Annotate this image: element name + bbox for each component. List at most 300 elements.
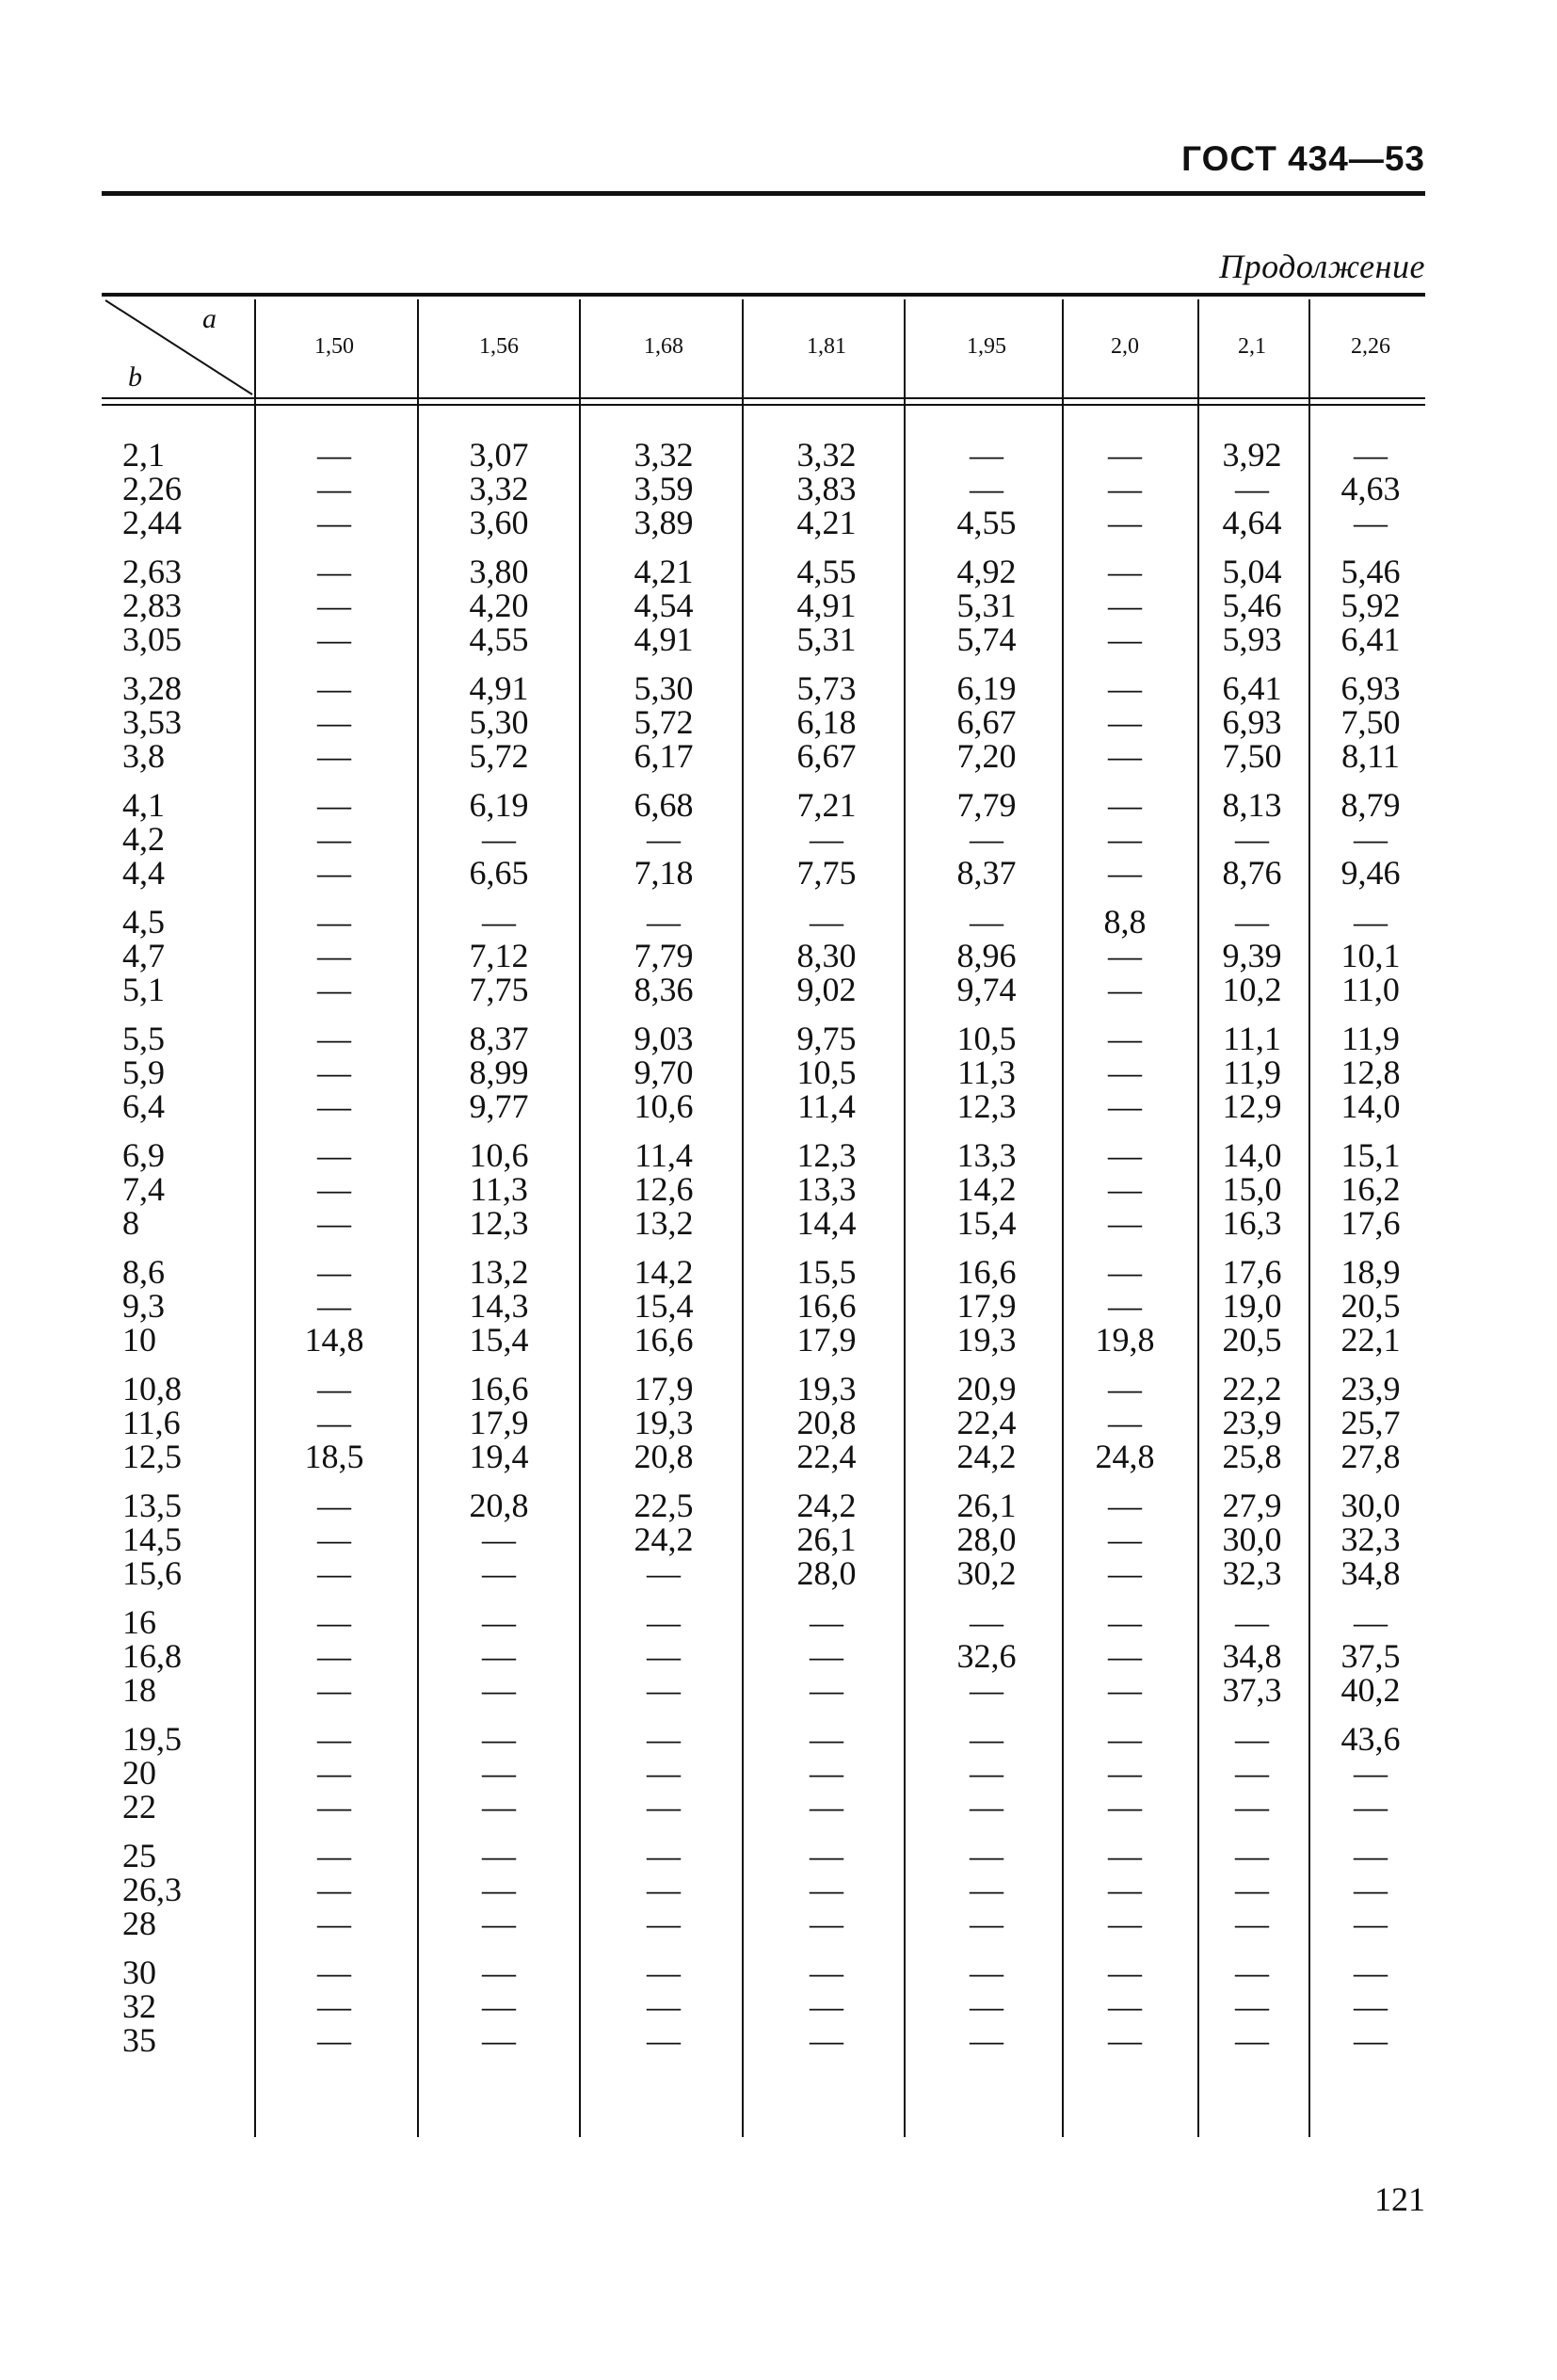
table-cell: 19,4 xyxy=(469,1438,529,1475)
table-head-rule-2 xyxy=(102,404,1425,406)
row-b-value: 9,3 xyxy=(122,1287,165,1325)
column-header: 1,68 xyxy=(644,334,683,359)
table-cell: — xyxy=(1108,1671,1142,1709)
table-cell: 7,50 xyxy=(1222,737,1282,775)
table-cell: — xyxy=(317,1370,351,1407)
table-cell: 14,0 xyxy=(1222,1136,1282,1174)
table-cell: 9,75 xyxy=(796,1020,857,1057)
table-cell: — xyxy=(810,1637,843,1675)
table-cell: 5,93 xyxy=(1222,620,1282,658)
page-number: 121 xyxy=(1374,2180,1425,2218)
table-cell: — xyxy=(317,1053,351,1091)
table-cell: 23,9 xyxy=(1340,1370,1401,1407)
row-b-value: 12,5 xyxy=(122,1438,182,1475)
table-cell: — xyxy=(1354,1905,1388,1942)
table-cell: 6,19 xyxy=(469,786,529,824)
table-cell: — xyxy=(1354,1603,1388,1641)
table-cell: — xyxy=(317,786,351,824)
row-b-value: 16,8 xyxy=(122,1637,182,1675)
table-cell: 10,2 xyxy=(1222,971,1282,1008)
table-cell: 3,59 xyxy=(634,470,694,507)
table-cell: 11,3 xyxy=(470,1170,528,1208)
table-cell: — xyxy=(317,1020,351,1057)
table-cell: — xyxy=(1108,820,1142,858)
table-cell: 9,02 xyxy=(796,971,857,1008)
table-cell: 9,46 xyxy=(1340,854,1401,892)
table-cell: 6,41 xyxy=(1222,669,1282,707)
table-cell: — xyxy=(647,1637,681,1675)
table-cell: 14,2 xyxy=(634,1253,694,1291)
table-cell: 11,3 xyxy=(957,1053,1016,1091)
table-cell: 7,50 xyxy=(1340,703,1401,741)
table-cell: 15,4 xyxy=(956,1204,1017,1242)
row-b-value: 3,05 xyxy=(122,620,182,658)
table-cell: 10,5 xyxy=(956,1020,1017,1057)
table-cell: — xyxy=(317,553,351,590)
table-cell: — xyxy=(810,1671,843,1709)
table-cell: 7,21 xyxy=(796,786,857,824)
row-b-value: 3,8 xyxy=(122,737,165,775)
table-cell: — xyxy=(970,470,1003,507)
table-cell: — xyxy=(1108,786,1142,824)
table-cell: 6,93 xyxy=(1340,669,1401,707)
column-divider xyxy=(904,299,906,2137)
table-top-rule xyxy=(102,293,1425,297)
table-cell: — xyxy=(317,669,351,707)
table-cell: 4,91 xyxy=(469,669,529,707)
column-divider xyxy=(579,299,581,2137)
table-cell: — xyxy=(317,620,351,658)
table-cell: 20,8 xyxy=(469,1487,529,1524)
table-cell: 30,2 xyxy=(956,1554,1017,1592)
row-b-value: 8 xyxy=(122,1204,139,1242)
table-cell: 7,18 xyxy=(634,854,694,892)
row-b-value: 19,5 xyxy=(122,1720,182,1758)
table-cell: — xyxy=(1235,1837,1269,1874)
row-b-value: 5,1 xyxy=(122,971,165,1008)
table-cell: — xyxy=(482,1603,516,1641)
table-cell: — xyxy=(647,1987,681,2025)
table-cell: 10,6 xyxy=(634,1087,694,1125)
table-cell: — xyxy=(647,1671,681,1709)
table-cell: 15,0 xyxy=(1222,1170,1282,1208)
table-cell: — xyxy=(647,1754,681,1792)
row-b-value: 5,9 xyxy=(122,1053,165,1091)
table-cell: — xyxy=(647,1837,681,1874)
table-cell: 3,07 xyxy=(469,436,529,474)
row-b-value: 4,7 xyxy=(122,937,165,974)
table-cell: 30,0 xyxy=(1222,1520,1282,1558)
table-cell: — xyxy=(1108,1170,1142,1208)
table-cell: — xyxy=(970,1754,1003,1792)
table-cell: 3,80 xyxy=(469,553,529,590)
table-cell: — xyxy=(1108,971,1142,1008)
table-cell: — xyxy=(1235,470,1269,507)
table-cell: 8,37 xyxy=(956,854,1017,892)
table-cell: — xyxy=(1354,1788,1388,1825)
table-cell: — xyxy=(317,737,351,775)
table-cell: — xyxy=(1354,1987,1388,2025)
row-b-value: 2,26 xyxy=(122,470,182,507)
column-divider xyxy=(742,299,744,2137)
table-cell: — xyxy=(482,1837,516,1874)
table-cell: — xyxy=(317,820,351,858)
table-cell: 5,72 xyxy=(469,737,529,775)
table-cell: 4,91 xyxy=(634,620,694,658)
row-b-value: 13,5 xyxy=(122,1487,182,1524)
table-cell: — xyxy=(1108,1487,1142,1524)
table-cell: 32,6 xyxy=(956,1637,1017,1675)
table-cell: — xyxy=(970,1671,1003,1709)
table-cell: — xyxy=(1108,1837,1142,1874)
column-divider xyxy=(1197,299,1199,2137)
table-cell: 4,21 xyxy=(634,553,694,590)
table-cell: — xyxy=(970,1905,1003,1942)
column-divider xyxy=(1308,299,1310,2137)
table-cell: 8,11 xyxy=(1341,737,1400,775)
table-cell: 16,3 xyxy=(1222,1204,1282,1242)
table-cell: — xyxy=(810,1837,843,1874)
table-cell: 3,83 xyxy=(796,470,857,507)
table-cell: — xyxy=(482,1954,516,1991)
table-cell: 14,3 xyxy=(469,1287,529,1325)
row-b-value: 4,4 xyxy=(122,854,165,892)
table-cell: — xyxy=(317,504,351,541)
table-cell: — xyxy=(317,1671,351,1709)
table-cell: — xyxy=(1354,1954,1388,1991)
table-cell: — xyxy=(810,1987,843,2025)
table-cell: — xyxy=(482,1905,516,1942)
table-cell: 17,9 xyxy=(956,1287,1017,1325)
table-cell: 8,99 xyxy=(469,1053,529,1091)
row-b-value: 25 xyxy=(122,1837,156,1874)
table-cell: — xyxy=(970,1954,1003,1991)
table-cell: — xyxy=(317,1404,351,1441)
table-cell: 4,63 xyxy=(1340,470,1401,507)
table-cell: 4,55 xyxy=(956,504,1017,541)
table-cell: — xyxy=(317,1905,351,1942)
table-cell: 5,31 xyxy=(956,587,1017,624)
row-b-value: 2,1 xyxy=(122,436,165,474)
table-cell: 13,3 xyxy=(956,1136,1017,1174)
table-cell: 12,9 xyxy=(1222,1087,1282,1125)
table-cell: 27,9 xyxy=(1222,1487,1282,1524)
table-cell: — xyxy=(810,1954,843,1991)
table-cell: — xyxy=(1108,1087,1142,1125)
table-cell: — xyxy=(317,1603,351,1641)
table-cell: 20,8 xyxy=(796,1404,857,1441)
table-cell: — xyxy=(810,903,843,941)
table-cell: 16,6 xyxy=(634,1321,694,1359)
table-cell: 7,75 xyxy=(796,854,857,892)
table-cell: 11,4 xyxy=(797,1087,856,1125)
table-cell: 28,0 xyxy=(956,1520,1017,1558)
row-b-value: 28 xyxy=(122,1905,156,1942)
table-cell: — xyxy=(317,1136,351,1174)
table-cell: 27,8 xyxy=(1340,1438,1401,1475)
table-cell: — xyxy=(647,2021,681,2059)
table-cell: 11,9 xyxy=(1223,1053,1281,1091)
table-cell: — xyxy=(1108,620,1142,658)
column-header: 1,50 xyxy=(314,334,354,359)
table-cell: — xyxy=(317,470,351,507)
table-cell: 10,6 xyxy=(469,1136,529,1174)
table-cell: — xyxy=(1108,1871,1142,1908)
table-cell: 9,03 xyxy=(634,1020,694,1057)
table-cell: — xyxy=(317,1520,351,1558)
table-cell: — xyxy=(647,903,681,941)
table-cell: 40,2 xyxy=(1340,1671,1401,1709)
table-cell: 4,64 xyxy=(1222,504,1282,541)
table-cell: 7,20 xyxy=(956,737,1017,775)
table-cell: — xyxy=(1108,587,1142,624)
table-cell: — xyxy=(1108,1136,1142,1174)
table-cell: 23,9 xyxy=(1222,1404,1282,1441)
table-cell: — xyxy=(1108,1603,1142,1641)
table-cell: 8,13 xyxy=(1222,786,1282,824)
column-divider xyxy=(1062,299,1064,2137)
table-cell: 19,8 xyxy=(1095,1321,1155,1359)
table-cell: 22,4 xyxy=(956,1404,1017,1441)
row-b-value: 16 xyxy=(122,1603,156,1641)
table-cell: 4,21 xyxy=(796,504,857,541)
row-b-value: 7,4 xyxy=(122,1170,165,1208)
table-cell: — xyxy=(970,903,1003,941)
table-cell: 32,3 xyxy=(1222,1554,1282,1592)
table-cell: 5,30 xyxy=(469,703,529,741)
table-cell: 6,65 xyxy=(469,854,529,892)
table-cell: — xyxy=(1108,1020,1142,1057)
table-cell: 9,77 xyxy=(469,1087,529,1125)
corner-label-a: a xyxy=(202,303,217,334)
table-cell: — xyxy=(317,1287,351,1325)
table-cell: 14,0 xyxy=(1340,1087,1401,1125)
row-b-value: 3,28 xyxy=(122,669,182,707)
table-cell: — xyxy=(317,1954,351,1991)
table-cell: — xyxy=(317,587,351,624)
table-cell: 5,30 xyxy=(634,669,694,707)
row-b-value: 26,3 xyxy=(122,1871,182,1908)
table-cell: — xyxy=(810,1603,843,1641)
table-cell: — xyxy=(317,1087,351,1125)
table-cell: 8,30 xyxy=(796,937,857,974)
table-cell: — xyxy=(810,820,843,858)
table-cell: 4,55 xyxy=(796,553,857,590)
table-cell: — xyxy=(1108,1520,1142,1558)
table-cell: — xyxy=(317,1253,351,1291)
table-cell: 8,37 xyxy=(469,1020,529,1057)
table-cell: — xyxy=(317,703,351,741)
table-cell: 7,12 xyxy=(469,937,529,974)
table-cell: 4,54 xyxy=(634,587,694,624)
table-cell: 30,0 xyxy=(1340,1487,1401,1524)
table-cell: — xyxy=(482,1520,516,1558)
table-cell: — xyxy=(810,1871,843,1908)
table-cell: 5,73 xyxy=(796,669,857,707)
table-cell: 43,6 xyxy=(1340,1720,1401,1758)
row-b-value: 10,8 xyxy=(122,1370,182,1407)
table-cell: — xyxy=(317,937,351,974)
table-cell: — xyxy=(317,1487,351,1524)
table-cell: — xyxy=(1108,1253,1142,1291)
row-b-value: 15,6 xyxy=(122,1554,182,1592)
table-cell: — xyxy=(1108,854,1142,892)
table-cell: — xyxy=(317,1754,351,1792)
table-cell: 22,2 xyxy=(1222,1370,1282,1407)
table-cell: 19,0 xyxy=(1222,1287,1282,1325)
table-cell: — xyxy=(970,1987,1003,2025)
table-cell: — xyxy=(1354,903,1388,941)
table-cell: 8,76 xyxy=(1222,854,1282,892)
table-cell: 7,75 xyxy=(469,971,529,1008)
table-cell: — xyxy=(482,1871,516,1908)
table-cell: — xyxy=(482,1987,516,2025)
table-cell: — xyxy=(482,903,516,941)
table-cell: 34,8 xyxy=(1222,1637,1282,1675)
table-cell: — xyxy=(647,820,681,858)
table-cell: — xyxy=(647,1905,681,1942)
table-cell: 15,4 xyxy=(634,1287,694,1325)
table-cell: — xyxy=(317,1987,351,2025)
table-cell: — xyxy=(1108,436,1142,474)
table-cell: 5,04 xyxy=(1222,553,1282,590)
table-cell: — xyxy=(810,1754,843,1792)
table-cell: — xyxy=(1108,1720,1142,1758)
table-cell: 9,70 xyxy=(634,1053,694,1091)
table-cell: 17,6 xyxy=(1222,1253,1282,1291)
table-cell: 25,8 xyxy=(1222,1438,1282,1475)
table-cell: 7,79 xyxy=(956,786,1017,824)
table-cell: 11,9 xyxy=(1341,1020,1400,1057)
table-cell: — xyxy=(970,436,1003,474)
table-cell: — xyxy=(1354,1871,1388,1908)
table-cell: 7,79 xyxy=(634,937,694,974)
table-cell: — xyxy=(1108,1053,1142,1091)
table-cell: 18,9 xyxy=(1340,1253,1401,1291)
table-cell: 16,6 xyxy=(956,1253,1017,1291)
table-cell: 14,2 xyxy=(956,1170,1017,1208)
table-cell: 13,2 xyxy=(634,1204,694,1242)
row-b-value: 5,5 xyxy=(122,1020,165,1057)
table-cell: 17,9 xyxy=(796,1321,857,1359)
table-cell: — xyxy=(317,2021,351,2059)
table-cell: — xyxy=(482,1788,516,1825)
table-cell: 5,31 xyxy=(796,620,857,658)
table-cell: 20,9 xyxy=(956,1370,1017,1407)
row-b-value: 2,83 xyxy=(122,587,182,624)
table-cell: 11,1 xyxy=(1223,1020,1281,1057)
table-cell: 6,17 xyxy=(634,737,694,775)
table-cell: — xyxy=(970,2021,1003,2059)
table-cell: — xyxy=(1354,1754,1388,1792)
table-cell: — xyxy=(647,1954,681,1991)
row-b-value: 22 xyxy=(122,1788,156,1825)
column-header: 1,56 xyxy=(479,334,519,359)
table-head-rule xyxy=(102,397,1425,399)
corner-diagonal xyxy=(102,297,257,398)
row-b-value: 18 xyxy=(122,1671,156,1709)
table-cell: 8,79 xyxy=(1340,786,1401,824)
table-cell: 18,5 xyxy=(304,1438,364,1475)
table-cell: 12,3 xyxy=(956,1087,1017,1125)
table-cell: 6,19 xyxy=(956,669,1017,707)
table-cell: 6,93 xyxy=(1222,703,1282,741)
table-cell: — xyxy=(647,1554,681,1592)
table-cell: — xyxy=(1108,1554,1142,1592)
table-cell: — xyxy=(1235,1754,1269,1792)
header-rule xyxy=(102,191,1425,196)
table-cell: 3,92 xyxy=(1222,436,1282,474)
table-cell: 4,20 xyxy=(469,587,529,624)
table-cell: 8,96 xyxy=(956,937,1017,974)
table-cell: — xyxy=(1235,1788,1269,1825)
table-cell: 15,4 xyxy=(469,1321,529,1359)
table-cell: — xyxy=(1108,1788,1142,1825)
table-cell: 5,92 xyxy=(1340,587,1401,624)
table-cell: — xyxy=(1108,1754,1142,1792)
column-divider xyxy=(417,299,419,2137)
table-cell: — xyxy=(970,820,1003,858)
table-cell: 16,2 xyxy=(1340,1170,1401,1208)
table-cell: — xyxy=(647,1720,681,1758)
column-header: 2,0 xyxy=(1111,334,1139,359)
table-cell: 13,3 xyxy=(796,1170,857,1208)
column-divider xyxy=(254,299,256,2137)
table-cell: — xyxy=(1354,820,1388,858)
table-cell: 3,32 xyxy=(634,436,694,474)
column-header: 2,26 xyxy=(1351,334,1390,359)
table-cell: — xyxy=(317,436,351,474)
table-cell: 6,41 xyxy=(1340,620,1401,658)
page-header: ГОСТ 434—53 xyxy=(1181,139,1425,178)
table-cell: 16,6 xyxy=(469,1370,529,1407)
table-cell: 4,55 xyxy=(469,620,529,658)
table-cell: 3,32 xyxy=(796,436,857,474)
table-cell: 34,8 xyxy=(1340,1554,1401,1592)
table-cell: 26,1 xyxy=(796,1520,857,1558)
table-cell: — xyxy=(970,1788,1003,1825)
table-cell: — xyxy=(1108,553,1142,590)
table-cell: — xyxy=(1235,1603,1269,1641)
table-cell: 13,2 xyxy=(469,1253,529,1291)
table-cell: — xyxy=(482,1720,516,1758)
table-cell: 22,4 xyxy=(796,1438,857,1475)
table-cell: 15,5 xyxy=(796,1253,857,1291)
table-cell: — xyxy=(970,1720,1003,1758)
table-cell: 6,67 xyxy=(796,737,857,775)
table-cell: 14,4 xyxy=(796,1204,857,1242)
table-cell: 16,6 xyxy=(796,1287,857,1325)
table-cell: 8,8 xyxy=(1103,903,1147,941)
row-b-value: 4,5 xyxy=(122,903,165,941)
table-cell: — xyxy=(970,1871,1003,1908)
table-cell: — xyxy=(1108,504,1142,541)
row-b-value: 30 xyxy=(122,1954,156,1991)
table-cell: 24,8 xyxy=(1095,1438,1155,1475)
table-cell: — xyxy=(1108,703,1142,741)
table-cell: — xyxy=(1235,1905,1269,1942)
table-cell: 5,72 xyxy=(634,703,694,741)
table-cell: 8,36 xyxy=(634,971,694,1008)
row-b-value: 14,5 xyxy=(122,1520,182,1558)
table-cell: — xyxy=(1235,1720,1269,1758)
table-cell: 12,3 xyxy=(469,1204,529,1242)
table-cell: — xyxy=(810,1788,843,1825)
table-cell: 28,0 xyxy=(796,1554,857,1592)
table-cell: 20,5 xyxy=(1222,1321,1282,1359)
table-cell: — xyxy=(1108,1954,1142,1991)
table-cell: 5,74 xyxy=(956,620,1017,658)
